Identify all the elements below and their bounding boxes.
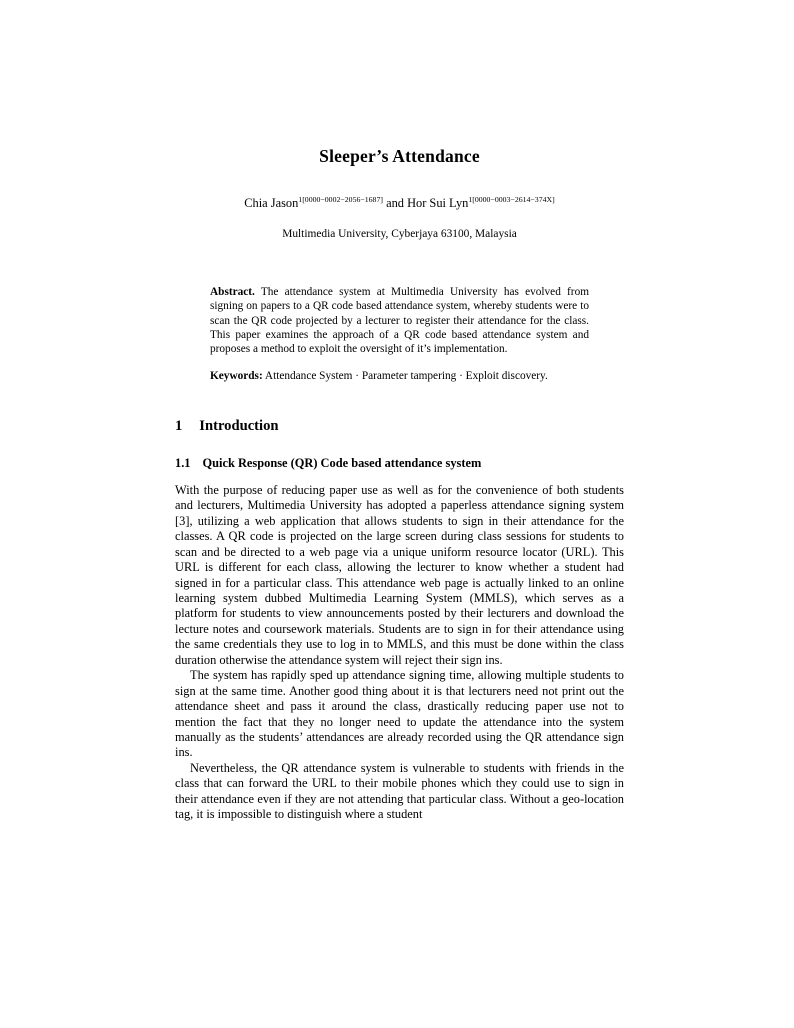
author-2-orcid: 1[0000−0003−2614−374X] (468, 194, 555, 204)
keywords-label: Keywords: (210, 370, 263, 383)
author-1-name: Chia Jason (244, 196, 299, 210)
section-1-number: 1 (175, 417, 183, 434)
paragraph-2: The system has rapidly sped up attendance signing time, allowing multiple students to sign at the same time. Another good thing about it is that lecturers need not print out the attendance sheet and pass it around the class, drastically reducing paper use not to mention the fact that they no longer need to update the attendance into the system manually as the students’ attendances are already recorded using the QR attendance sign ins. (175, 668, 624, 760)
abstract-text: The attendance system at Multimedia University has evolved from signing on papers to a QR code based attendance system, whereby students were to scan the QR code projected by a lecturer to register their attendance for the class. This paper examines the approach of a QR code based attendance system and proposes a method to exploit the oversight of it’s implementation. (210, 286, 589, 356)
author-conjunction: and (382, 196, 408, 210)
abstract-block (210, 285, 589, 356)
keywords-text: Attendance System · Parameter tampering · Exploit discovery. (264, 370, 548, 383)
subsection-1-1-number: 1.1 (175, 455, 191, 470)
section-1-title: Introduction (199, 417, 279, 434)
body-text (175, 483, 624, 823)
paper-title: Sleeper’s Attendance (319, 146, 480, 166)
paragraph-3: Nevertheless, the QR attendance system is vulnerable to students with friends in the class that can forward the URL to their mobile phones which they could use to sign in their attendance even if they are not attending that particular class. Without a geo-location tag, it is impossible to distinguish where a student (175, 760, 624, 822)
subsection-1-1-title: Quick Response (QR) Code based attendance system (202, 455, 482, 470)
affiliation: Multimedia University, Cyberjaya 63100, Malaysia (282, 228, 517, 240)
author-line (175, 196, 624, 211)
abstract-label: Abstract. (210, 286, 255, 298)
subsection-1-1-heading (175, 456, 624, 471)
paper-content-column (175, 0, 624, 823)
keywords-block (210, 369, 589, 383)
paragraph-1: With the purpose of reducing paper use as well as for the convenience of both students and lecturers, Multimedia University has adopted a paperless attendance signing system [3], utilizing a web application that allows students to sign in their attendance for the classes. A QR code is projected on the large screen during class sessions for students to scan and be directed to a web page via a unique uniform resource locator (URL). This URL is different for each class, allowing the lecturer to know whether a student had signed in for a particular class. This attendance web page is actually linked to an online learning system dubbed Multimedia Learning System (MMLS), which serves as a platform for students to view announcements posted by their lecturers and download the lecture notes and coursework materials. Students are to sign in for their attendance using the same credentials they use to log in to MMLS, and this must be done within the class duration otherwise the attendance system will reject their sign ins. (175, 482, 624, 667)
author-1-orcid: 1[0000−0002−2056−1687] (298, 194, 383, 204)
section-1-heading (175, 418, 624, 435)
author-2-name: Hor Sui Lyn (407, 196, 469, 210)
